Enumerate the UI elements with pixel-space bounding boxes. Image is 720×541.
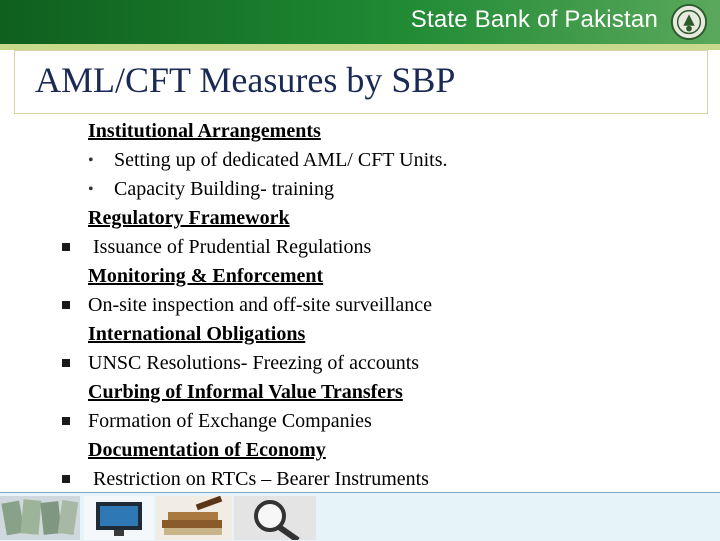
small-bullet-icon: • bbox=[88, 152, 94, 169]
sub-bullet-text: Capacity Building- training bbox=[114, 178, 334, 200]
square-bullet-icon bbox=[62, 359, 70, 367]
bullet-text: Issuance of Prudential Regulations bbox=[88, 236, 372, 258]
bullet-text: Restriction on RTCs – Bearer Instruments bbox=[88, 468, 429, 490]
square-bullet-icon bbox=[62, 243, 70, 251]
bullet-item bbox=[88, 233, 708, 262]
section-heading bbox=[88, 262, 708, 291]
bullet-item bbox=[88, 349, 708, 378]
bullet-text: Formation of Exchange Companies bbox=[88, 410, 372, 432]
section-heading-text: International Obligations bbox=[88, 323, 306, 345]
sub-bullet-text: Setting up of dedicated AML/ CFT Units. bbox=[114, 149, 448, 171]
square-bullet-icon bbox=[62, 417, 70, 425]
books-gavel-image bbox=[156, 496, 232, 540]
money-clips-image bbox=[0, 496, 80, 540]
section-heading-text: Institutional Arrangements bbox=[88, 120, 321, 142]
computer-monitor-image bbox=[84, 496, 154, 540]
bullet-item bbox=[88, 465, 708, 494]
section-heading-text: Monitoring & Enforcement bbox=[88, 265, 324, 287]
square-bullet-icon bbox=[62, 301, 70, 309]
section-heading bbox=[88, 117, 708, 146]
sbp-emblem-icon bbox=[670, 3, 708, 41]
section-heading-text: Regulatory Framework bbox=[88, 207, 290, 229]
header-bar bbox=[0, 0, 720, 44]
small-bullet-icon: • bbox=[88, 181, 94, 198]
brand-name: State Bank of Pakistan bbox=[410, 6, 658, 33]
slide-title: AML/CFT Measures by SBP bbox=[35, 60, 456, 100]
bullet-text: On-site inspection and off-site surveillance bbox=[88, 294, 432, 316]
title-box bbox=[14, 50, 708, 114]
section-heading-text: Curbing of Informal Value Transfers bbox=[88, 381, 403, 403]
bullet-item bbox=[88, 291, 708, 320]
magnifier-image bbox=[234, 496, 316, 540]
square-bullet-icon bbox=[62, 475, 70, 483]
bullet-text: UNSC Resolutions- Freezing of accounts bbox=[88, 352, 420, 374]
bullet-item bbox=[88, 407, 708, 436]
section-heading bbox=[88, 320, 708, 349]
section-heading bbox=[88, 378, 708, 407]
sub-bullet-item bbox=[88, 175, 708, 204]
sub-bullet-item bbox=[88, 146, 708, 175]
section-heading-text: Documentation of Economy bbox=[88, 439, 326, 461]
section-heading bbox=[88, 204, 708, 233]
section-heading bbox=[88, 436, 708, 465]
slide-content bbox=[88, 117, 708, 494]
